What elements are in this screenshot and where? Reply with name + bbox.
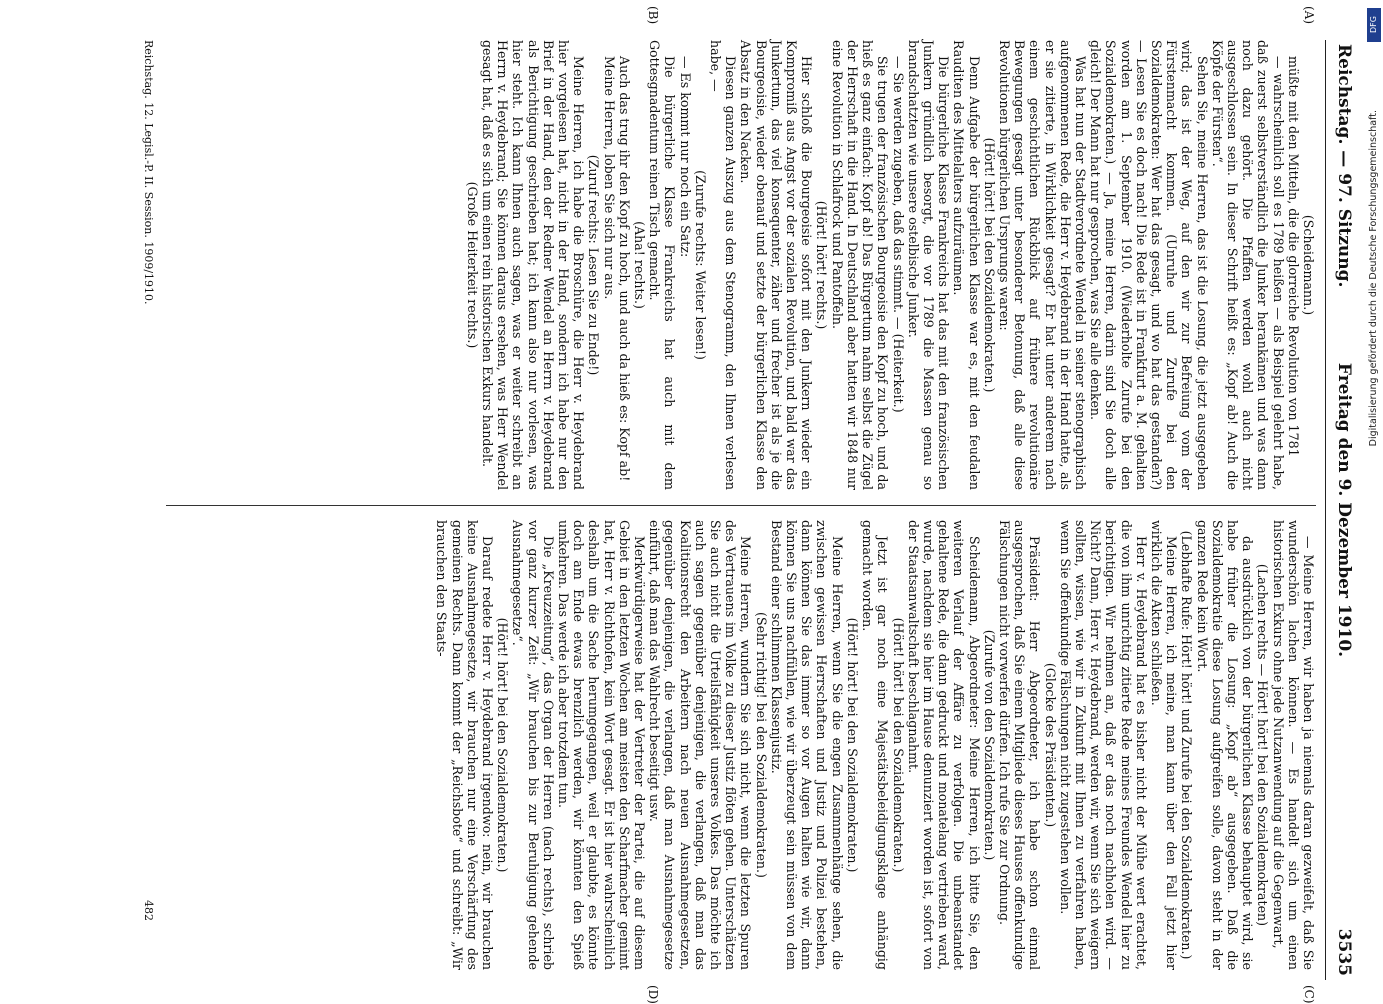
left-column-paragraph: (Zurufe rechts: Weiter lesen!)	[692, 170, 708, 360]
left-column-paragraph: Sehen Sie, meine Herren, das ist die Losung, die jetzt ausgegeben wird; das ist der Weg, auf den wir zur Befreiung vom der Fürstenmacht kommen. (Unruhe und Zurufe bei den Sozialdemokraten: Wer hat das gesagt, und wo hat das gestanden?) — Lesen Sie es doch nach! Die Rede ist in Frankfurt a. M. gehalten worden am 1. September 1910. (Wiederholte Zurufe bei den Sozialdemokraten.) — Ja, meine Herren, darin sind Sie doch alle gleich! Der Mann hat nur gesprochen, was Sie alle denken.	[1088, 40, 1210, 490]
left-column-paragraph: Die bürgerliche Klasse Frankreichs hat das mit den französischen Junkern gründlich besorgt, die vor 1789 die Massen genau so brandschatzten wie unsere ostelbische Junker.	[905, 40, 952, 490]
left-column-paragraph: (Zuruf rechts: Lesen Sie zu Ende!)	[586, 154, 602, 376]
right-column-paragraph: (Hört! hört! bei den Sozialdemokraten.)	[890, 617, 906, 873]
right-column-paragraph: (Glocke des Präsidenten.)	[1042, 662, 1058, 828]
margin-mark-a: (A)	[1302, 6, 1316, 25]
left-column-paragraph: Denn Aufgabe der bürgerlichen Klasse war es, mit den feudalen Rauditen des Mittelalters aufzuräumen.	[951, 40, 982, 490]
right-column-paragraph: Meine Herren, wenn Sie die engen Zusammenhänge sehen, die zwischen gewissen Herrschaften und Justiz und Polizei bestehen, dann können Sie das immer so vor Augen halten wie wir, dann können Sie uns nachfühlen, wie wir überzeugt sein müssen von dem Bestand einer schlimmen Klassenjustiz.	[768, 520, 845, 970]
margin-mark-c: (C)	[1302, 985, 1316, 1004]
left-column-paragraph: (Hört! hört! rechts.)	[814, 200, 830, 330]
right-column-paragraph: (Hört! hört! bei den Sozialdemokraten.)	[495, 617, 511, 873]
right-column-paragraph: da ausdrücklich von der bürgerlichen Klasse behauptet wird, sie habe früher die Losung: „Kopf ab“ ausgegeben. Daß die Sozialdemokratie diese Losung aufgreifen solle, davon steht in der ganzen Rede kein Wort.	[1194, 520, 1256, 970]
right-column-paragraph: (Sehr richtig! bei den Sozialdemokraten.)	[753, 612, 769, 878]
right-column-paragraph: Die „Kreuzzeitung“, das Organ der Herren (nach rechts), schrieb vor ganz kurzer Zeit: „Wir brauchen bis zur Beruhigung gehende Ausnahmegesetze“.	[510, 520, 556, 970]
right-column-paragraph: Merkwürdigerweise hat der Vertreter der Partei, die auf diesem Gebiet in den letzten Wochen am meisten den Scharfmacher gemimt hat, Herr v. Richthofen, kein Wort gesagt. Er ist hier wahrscheinlich deshalb um die Sache herumgegangen, weil er glaubte, es könnte doch am Ende etwas brenzlich werden, wir könnten den Spieß umkehren. Das werde ich aber trotzdem tun.	[556, 520, 648, 970]
column-divider	[166, 505, 1316, 506]
page-sheet	[80, 6, 1360, 1004]
left-column-paragraph: Diesen ganzen Auszug aus dem Stenogramm, den Ihnen verlesen habe, —	[708, 40, 739, 490]
right-column-paragraph: Meine Herren, wundern Sie sich nicht, wenn die letzten Spuren des Vertrauens im Volke zu dieser Justiz flöten gehen. Unterschätzen Sie auch nicht die Urteilsfähigkeit unseres Volkes. Das möchte ich auch sagen gegenüber denjenigen, die verlangen, daß man das Koalitionsrecht den Arbeitern nach neuen Ausnahmegesetzen, gegenüber denjenigen, die verlangen, daß man Ausnahmegesetze einführt, daß man das Wahlrecht beseitigt usw.	[647, 520, 754, 970]
left-column-paragraph: (Hört! hört! bei den Sozialdemokraten.)	[981, 137, 997, 393]
running-header	[1325, 40, 1360, 980]
right-column-paragraph: (Lachen rechts — Hört! hört! bei den Sozialdemokraten)	[1255, 563, 1271, 927]
left-column-paragraph: Was hat nun der Stadtverordnete Wendel in seiner stenographisch aufgenommenen Rede, die Herr v. Heydebrand in der Hand hatte, als er sie zitierte, in Wirklichkeit gesagt? Er hat unter anderem nach einem geschichtlichen Rückblick auf frühere revolutionäre Bewegungen gesagt unter besonderer Betonung, daß alle diese Revolutionen bürgerlichen Ursprungs waren:	[996, 40, 1088, 490]
right-column-paragraph: Scheidemann, Abgeordneter: Meine Herren, ich bitte Sie, den weiteren Verlauf der Affäre zu verfolgen. Die unbeanstandet gehaltene Rede, die dann gedruckt und monatelang vertrieben ward, wurde, nachdem sie hier im Hause denunziert worden ist, sofort von der Staatsanwaltschaft beschlagnahmt.	[905, 520, 982, 970]
right-column-paragraph: Jetzt ist gar noch eine Majestätsbeleidigungsklage anhängig gemacht worden.	[860, 520, 891, 970]
margin-mark-b: (B)	[646, 6, 660, 25]
right-column-paragraph: Herr v. Heydebrand hat es bisher nicht der Mühe wert erachtet, die von ihm unrichtig zitierte Rede meines Freundes Wendel hier zu berichtigen. Wir nehmen an, daß er das noch nachholen wird. — Nicht? Dann, Herr v. Heydebrand, werden wir, wenn Sie sich weigern sollten, wissen, wie wir in Zukunft mit Ihnen zu verfahren haben, wenn Sie offenkundige Fälschungen nicht zugestehen wollen.	[1057, 520, 1149, 970]
left-column-paragraph: (Große Heiterkeit rechts.)	[464, 181, 480, 349]
right-column	[434, 520, 1316, 970]
header-date: Freitag den 9. Dezember 1910.	[1334, 362, 1354, 658]
right-column-paragraph: (Zurufe von den Sozialdemokraten.)	[981, 629, 997, 861]
left-column-paragraph: Meine Herren, loben Sie sich nur aus.	[601, 56, 617, 300]
left-column-paragraph: Auch das trug ihr den Kopf zu hoch, und auch da hieß es: Kopf ab!	[616, 56, 632, 482]
right-column-paragraph: (Hört! hört! bei den Sozialdemokraten.)	[844, 617, 860, 873]
left-column-paragraph: — wahrscheinlich soll es 1789 heißen — als Beispiel gelehrt habe, daß zuerst selbstverständlich die Junker herankämen und was dann noch dazu gehört. Die Pfaffen werden wohl auch nicht ausgeschlossen sein. In dieser Schrift heißt es: „Kopf ab! Auch die Köpfe der Fürsten“.	[1209, 40, 1286, 490]
right-column-paragraph: Darauf redete Herr v. Heydebrand irgendwo: nein, wir brauchen keine Ausnahmegesetze, wir brauchen nur eine Verschärfung des gemeinen Rechts. Dann kommt der „Reichsbote“ und schreibt: „Wir brauchen den Staats-	[434, 520, 496, 970]
dfg-logo: DFG	[1367, 8, 1381, 42]
left-column-paragraph: Meine Herren, ich habe die Broschüre, die Herr v. Heydebrand hier vorgelesen hat, nicht in der Hand, sondern ich habe nur den Brief in der Hand, den der Redner Wendel an Herrn v. Heydebrand als Berichtigung geschrieben hat; ich kann also nur vorlesen, was hier steht. Ich kann Ihnen auch sagen, was er weiter schreibt an Herrn v. Heydebrand; Sie können daraus ersehen, was Herr Wendel gesagt hat, daß es sich um einen rein historischen Exkurs handelt.	[480, 40, 587, 490]
footer-sheet-number: 482	[142, 900, 155, 921]
right-column-paragraph: — Meine Herren, wir haben ja niemals daran gezweifelt, daß Sie wunderschön lachen können. — Es handelt sich um einen historischen Exkurs ohne jede Nutzanwendung auf die Gegenwart,	[1270, 520, 1316, 970]
left-column-paragraph: Hier schloß die Bourgeoisie sofort mit den Junkern wieder ein Kompromiß aus Angst vor der sozialen Revolution, und bald war das Junkertum, das viel konsequenter, zäher und frecher ist als je die Bourgeoisie, wieder obenauf und setzte der bürgerlichen Klasse den Absatz in den Nacken.	[738, 40, 815, 490]
footer-session: Reichstag. 12. Legisl.-P. II. Session. 1909/1910.	[142, 40, 155, 305]
left-column-paragraph: (Aha! rechts.)	[632, 221, 648, 309]
margin-mark-d: (D)	[646, 985, 660, 1004]
left-column-paragraph: Sie trugen der französischen Bourgeoisie den Kopf zu hoch, und da hieß es ganz einfach: Kopf ab! Das Bürgertum nahm selbst die Zügel der Herrschaft in die Hand. In Deutschland aber hatten wir 1848 nur eine Revolution in Schlafrock und Pantoffeln.	[829, 40, 891, 490]
left-column-paragraph: (Scheidemann.)	[1301, 214, 1316, 316]
digitization-credit: Digitalisierung gefördert durch die Deutsche Forschungsgemeinschaft.	[1368, 110, 1379, 447]
right-column-paragraph: Präsident: Herr Abgeordneter, ich habe schon einmal ausgesprochen, daß Sie einem Mitgliede dieses Hauses offenkundige Fälschungen nicht vorwerfen dürfen. Ich rufe Sie zur Ordnung.	[996, 520, 1043, 970]
page-number: 3535	[1334, 928, 1354, 976]
left-column-paragraph: — Es kommt nur noch ein Satz:	[677, 56, 693, 258]
header-left: Reichstag. — 97. Sitzung.	[1334, 44, 1354, 288]
left-column	[465, 40, 1316, 490]
right-column-paragraph: Meine Herren, ich meine, man kann über den Fall jetzt hier wirklich die Akten schließen.	[1148, 520, 1180, 970]
right-column-paragraph: (Lebhafte Rufe: Hört! hört! und Zurufe bei den Sozialdemokraten.)	[1179, 530, 1195, 960]
left-column-paragraph: — Sie werden zugeben, daß das stimmt. — (Heiterkeit.)	[890, 56, 906, 413]
left-column-paragraph: müßte mit den Mitteln, die die glorreiche Revolution von 1781	[1285, 56, 1301, 457]
left-column-paragraph: Die bürgerliche Klasse Frankreichs hat auch mit dem Gottesgnadentum reinen Tisch gemacht.	[647, 40, 678, 490]
